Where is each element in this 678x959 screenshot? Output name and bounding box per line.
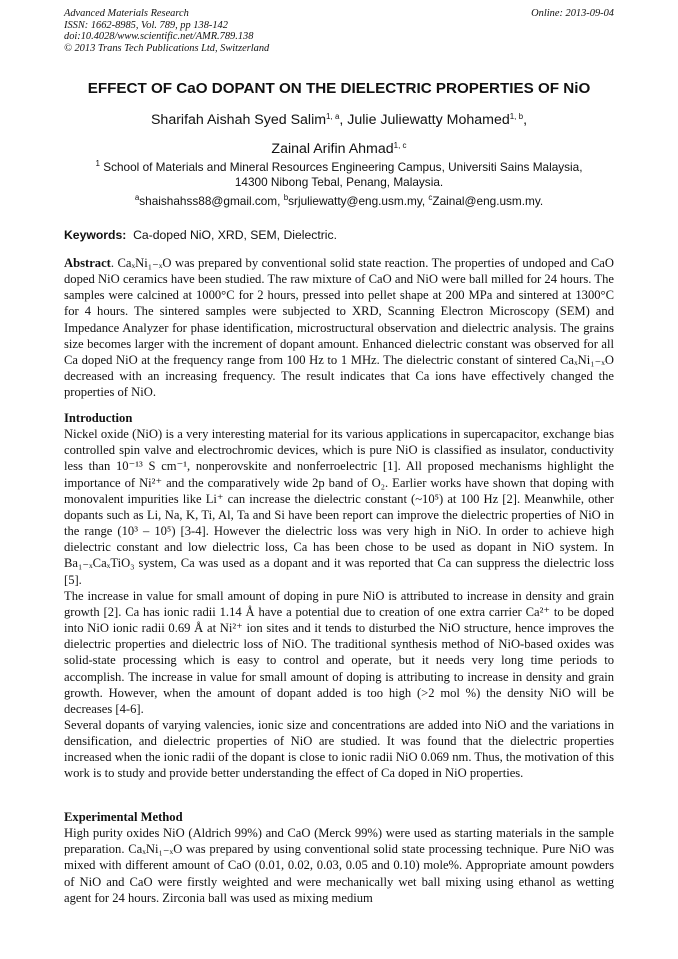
experimental-section (64, 809, 614, 906)
email-link[interactable]: Zainal@eng.usm.my. (432, 194, 544, 208)
separator: , (523, 112, 528, 128)
author-name: Julie Juliewatty Mohamed (347, 112, 510, 128)
abstract-label: Abstract (64, 256, 111, 270)
email-link[interactable]: srjuliewatty@eng.usm.my, (288, 194, 429, 208)
author-name: Zainal Arifin Ahmad (271, 141, 394, 157)
email-mark: a (134, 193, 140, 202)
paper-title: EFFECT OF CaO DOPANT ON THE DIELECTRIC PROPERTIES OF NiO (87, 80, 591, 97)
copyright: © 2013 Trans Tech Publications Ltd, Switzerland (64, 42, 270, 54)
issn: ISSN: 1662-8985, Vol. 789, pp 138-142 (64, 19, 228, 31)
author-affiliation-mark: 1, c (393, 141, 407, 150)
paragraph: Several dopants of varying valencies, ionic size and concentrations are added into NiO and the variations in densification, and dielectric properties of NiO are studied. It was found that the dielectric properties increased when the ionic radii of the dopant is close to ionic radii NiO 0.069 nm. Thus, the motivation of this work is to study and provide better understanding the effect of Ca doped in NiO properties. (64, 717, 614, 781)
email-list (40, 193, 638, 208)
journal-name: Advanced Materials Research (64, 8, 189, 19)
author-name: Sharifah Aishah Syed Salim (150, 112, 327, 128)
separator: , (339, 112, 348, 128)
abstract-text: . CaₓNi₁₋ₓO was prepared by conventional solid state reaction. The properties of undoped and CaO doped NiO ceramics have been studied. The raw mixture of CaO and NiO were ball milled for 24 hours. The samples were calcined at 1000°C for 2 hours, pressed into pellet shape at 200 MPa and sintered at 1300°C for 4 hours. The sintered samples were subjected to XRD, Scanning Electron Microscopy (SEM) and Impedance Analyzer for phase identification, microstructural observation and dielectric analysis. The grains size becomes larger with the increment of dopant amount. Enhanced dielectric constant was observed for all Ca doped NiO at the frequency range from 100 Hz to 1 MHz. The dielectric constant of sintered CaₓNi₁₋ₓO decreased with an increasing frequency. The result indicates that Ca ions have effectively changed the properties of NiO. (64, 256, 614, 400)
affiliation-line: School of Materials and Mineral Resources Engineering Campus, Universiti Sains Malaysia, (99, 160, 583, 174)
author-affiliation-mark: 1, a (326, 112, 340, 121)
doi-link[interactable]: doi:10.4028/www.scientific.net/AMR.789.138 (64, 31, 254, 43)
affiliation-mark: 1 (95, 159, 100, 168)
abstract (64, 255, 614, 400)
section-heading: Introduction (64, 411, 133, 425)
journal-header (64, 8, 269, 54)
paragraph: The increase in value for small amount of doping in pure NiO is attributed to increase in density and grain growth [2]. Ca has ionic radii 1.14 Å have a potential due to creation of one extra carrier Ca²⁺ to be doped into NiO ionic radii 0.69 Å at Ni²⁺ ion sites and it tends to disturbed the NiO structure, hence improves the dielectric properties and dielectric loss of NiO. The traditional synthesis method of NiO-based oxides was solid-state processing which is easy to control and operate, but it needs very long time periods to accomplish. The increase in value for small amount of doping is attributing to increase in density and grain growth. However, when the amount of dopant added is too high (>2 mol %) the density NiO will be decreases [4-6]. (64, 588, 614, 716)
email-link[interactable]: shaishahss88@gmail.com, (139, 194, 284, 208)
author-affiliation-mark: 1, b (509, 112, 524, 121)
section-heading: Experimental Method (64, 810, 183, 824)
keywords (64, 228, 337, 242)
affiliation (40, 156, 638, 190)
online-date: Online: 2013-09-04 (531, 8, 614, 19)
email-mark: b (283, 193, 289, 202)
introduction-section (64, 410, 614, 782)
paragraph: Nickel oxide (NiO) is a very interesting material for its various applications in supercapacitor, exchange bias controlled spin valve and electrochromic devices, which is pure NiO is classified as insulator, conductivity less than 10⁻¹³ S cm⁻¹, nonperovskite and nonferroelectric [1]. All proposed mechanisms highlight the importance of Ni²⁺ and the comparatively wide 2p band of O₂. Earlier works have shown that doping with monovalent impurities like Li⁺ can increase the dielectric constant (~10⁵) at 100 Hz [2]. Meanwhile, other dopants such as Li, Na, K, Ti, Al, Ta and Si have been report can improve the dielectric properties of NiO in the range (10³ – 10⁵) [3-4]. However the dielectric loss was very high in NiO. In order to achieve high dielectric constant and low dielectric loss, Ca has been chose to be used as dopant in NiO system. In Ba₁₋ₓCaₓTiO₃ system, Ca was used as a dopant and it was reported that Ca can suppress the dielectric loss [5]. (64, 427, 614, 587)
email-mark: c (428, 193, 433, 202)
keywords-label: Keywords: (64, 228, 127, 242)
paragraph: High purity oxides NiO (Aldrich 99%) and CaO (Merck 99%) were used as starting materials in the sample preparation. CaₓNi₁₋ₓO was prepared by using conventional solid state processing technique. Pure NiO was mixed with different amount of CaO (0.01, 0.02, 0.03, 0.05 and 0.10) mole%. Appropriate amount powders of NiO and CaO were firstly weighted and were mechanically wet ball mixing using ethanol as wetting agent for 24 hours. Zirconia ball was used as mixing medium (64, 826, 614, 905)
keywords-text: Ca-doped NiO, XRD, SEM, Dielectric. (133, 228, 337, 242)
author-list (40, 104, 638, 162)
affiliation-line: 14300 Nibong Tebal, Penang, Malaysia. (234, 175, 444, 189)
